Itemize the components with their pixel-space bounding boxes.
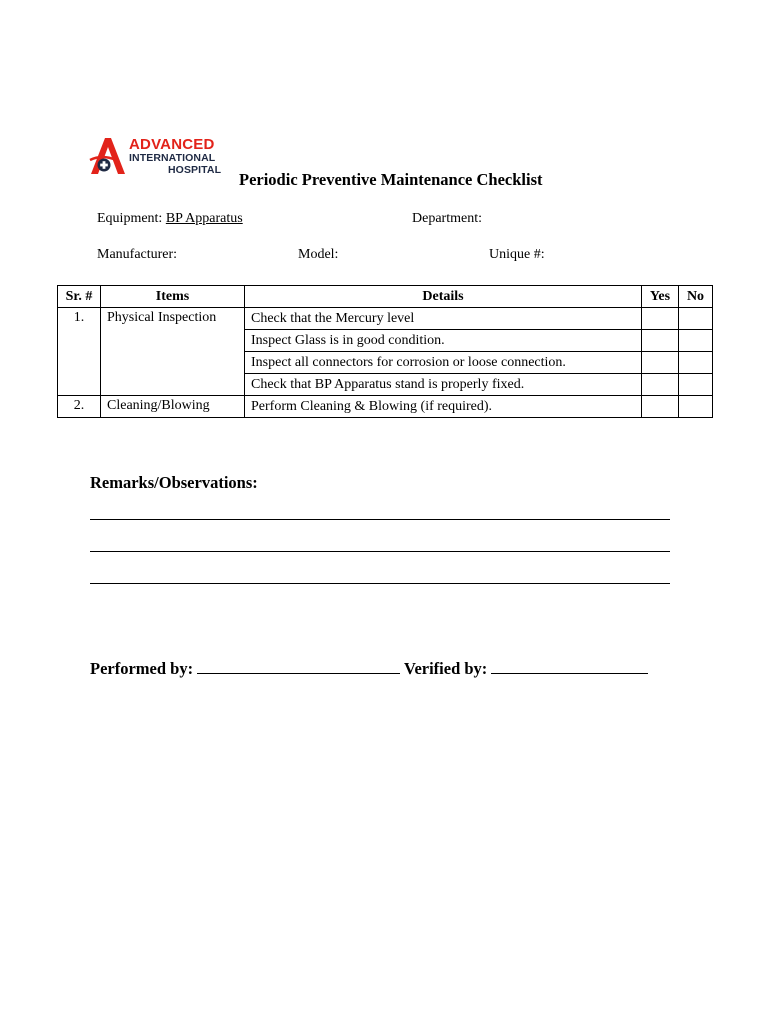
department-field [412, 211, 482, 227]
hospital-logo [88, 136, 233, 176]
remarks-line-1[interactable] [90, 519, 670, 520]
unique-field [489, 247, 545, 263]
model-label: Model: [298, 247, 339, 262]
yes-checkbox-cell[interactable] [642, 330, 679, 352]
row-detail: Check that BP Apparatus stand is properly fixed. [245, 374, 642, 396]
yes-checkbox-cell[interactable] [642, 308, 679, 330]
row-detail: Perform Cleaning & Blowing (if required). [245, 396, 642, 418]
verified-by-label: Verified by: [404, 659, 488, 678]
no-checkbox-cell[interactable] [679, 308, 713, 330]
remarks-line-2[interactable] [90, 551, 670, 552]
manufacturer-field [97, 247, 177, 263]
department-label: Department: [412, 211, 482, 226]
remarks-label: Remarks/Observations: [90, 473, 258, 492]
model-field [298, 247, 338, 263]
row-item: Physical Inspection [101, 308, 245, 396]
equipment-value: BP Apparatus [165, 211, 243, 226]
verified-by-line[interactable] [491, 659, 648, 674]
row-serial: 1. [58, 308, 101, 396]
performed-by-line[interactable] [197, 659, 400, 674]
table-row [58, 308, 713, 330]
header-yes: Yes [642, 286, 679, 308]
no-checkbox-cell[interactable] [679, 352, 713, 374]
hospital-a-cross-logo-icon [88, 136, 128, 176]
row-detail: Check that the Mercury level [245, 308, 642, 330]
equipment-field [97, 211, 243, 227]
header-no: No [679, 286, 713, 308]
unique-label: Unique #: [489, 247, 545, 262]
manufacturer-label: Manufacturer: [97, 247, 178, 262]
row-detail: Inspect Glass is in good condition. [245, 330, 642, 352]
table-row [58, 396, 713, 418]
equipment-label: Equipment: [97, 211, 163, 226]
no-checkbox-cell[interactable] [679, 396, 713, 418]
row-item: Cleaning/Blowing [101, 396, 245, 418]
row-serial: 2. [58, 396, 101, 418]
checklist-table [57, 285, 713, 418]
logo-line-1: ADVANCED [129, 136, 215, 153]
header-sr: Sr. # [58, 286, 101, 308]
table-header-row [58, 286, 713, 308]
logo-wordmark [129, 137, 221, 175]
yes-checkbox-cell[interactable] [642, 374, 679, 396]
header-details: Details [245, 286, 642, 308]
header-items: Items [101, 286, 245, 308]
remarks-line-3[interactable] [90, 583, 670, 584]
signoff-row [90, 659, 648, 679]
performed-by-label: Performed by: [90, 659, 194, 678]
document-title: Periodic Preventive Maintenance Checklist [239, 170, 543, 189]
no-checkbox-cell[interactable] [679, 374, 713, 396]
logo-line-2: INTERNATIONAL [129, 152, 216, 164]
row-detail: Inspect all connectors for corrosion or loose connection. [245, 352, 642, 374]
logo-line-3: HOSPITAL [168, 163, 222, 176]
no-checkbox-cell[interactable] [679, 330, 713, 352]
yes-checkbox-cell[interactable] [642, 352, 679, 374]
yes-checkbox-cell[interactable] [642, 396, 679, 418]
